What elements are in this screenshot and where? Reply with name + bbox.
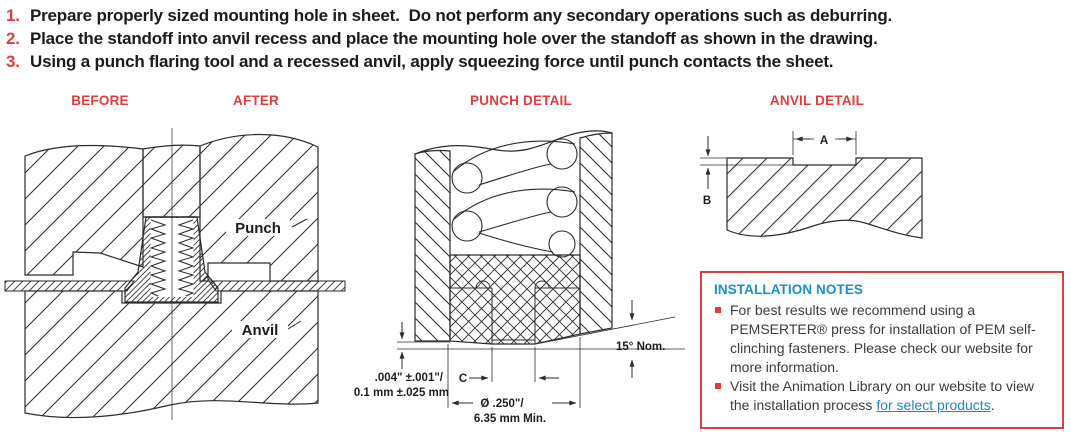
anvil-detail-block — [727, 158, 922, 238]
note-text-suffix: . — [990, 397, 995, 413]
instruction-step — [6, 50, 1066, 73]
anvil-block — [25, 291, 318, 418]
sleeve-left-wall — [415, 150, 450, 341]
note-item — [714, 377, 1052, 415]
punch-detail-section — [397, 131, 685, 408]
label-before: BEFORE — [71, 93, 129, 108]
note-item — [714, 301, 1052, 377]
step-number: 2. — [6, 29, 20, 48]
label-punch-detail: PUNCH DETAIL — [470, 93, 572, 108]
step-number: 1. — [6, 6, 20, 25]
sleeve-right-wall — [580, 133, 612, 334]
punch-anvil-section — [5, 128, 345, 420]
note-text — [730, 377, 1052, 415]
installation-notes-panel — [700, 271, 1064, 429]
notes-title: INSTALLATION NOTES — [714, 282, 864, 297]
step-number: 3. — [6, 52, 20, 71]
instruction-step — [6, 27, 1066, 50]
step-text: Using a punch flaring tool and a recessed anvil, apply squeezing force until punch contacts the sheet. — [30, 52, 834, 71]
instruction-list — [6, 4, 1066, 73]
dim-height-mm: 0.1 mm ±.025 mm — [353, 387, 449, 399]
note-text: For best results we recommend using a PEMSERTER® press for installation of PEM self-clinching fasteners. Please check our website for more information. — [730, 302, 1036, 375]
sheet-left — [5, 281, 134, 291]
dim-angle: 15° Nom. — [616, 341, 666, 353]
punch-right-block — [200, 134, 318, 281]
dim-diameter-mm: 6.35 mm Min. — [473, 413, 547, 425]
anvil-detail-section — [700, 131, 922, 238]
step-text: Prepare properly sized mounting hole in sheet. Do not perform any secondary operations such as deburring. — [30, 6, 893, 25]
dim-b-label: B — [702, 195, 712, 207]
dim-diameter-inch: Ø .250"/ — [480, 398, 524, 410]
instruction-step — [6, 4, 1066, 27]
punch-center-strip — [143, 145, 200, 217]
punch-detail-diagram — [345, 120, 690, 437]
note-text-prefix: Visit the Animation Library on our website to view the installation process — [730, 378, 1035, 413]
punch-callout: Punch — [235, 220, 281, 237]
anvil-detail-diagram — [690, 115, 1071, 265]
anvil-callout: Anvil — [241, 322, 279, 339]
bullet-square-icon — [715, 383, 721, 389]
sheet-right — [209, 281, 345, 291]
before-after-diagram — [0, 120, 360, 437]
select-products-link[interactable]: for select products — [876, 397, 991, 413]
label-after: AFTER — [233, 93, 279, 108]
plunger — [450, 255, 580, 344]
spring-coil — [452, 139, 577, 257]
step-text: Place the standoff into anvil recess and place the mounting hole over the standoff as shown in the drawing. — [30, 29, 878, 48]
dim-c-label: C — [458, 373, 468, 385]
bullet-square-icon — [715, 307, 721, 313]
punch-left-block — [25, 145, 143, 275]
dim-height-inch: .004" ±.001"/ — [374, 372, 443, 384]
dim-a-label: A — [819, 135, 829, 147]
label-anvil-detail: ANVIL DETAIL — [769, 93, 865, 108]
